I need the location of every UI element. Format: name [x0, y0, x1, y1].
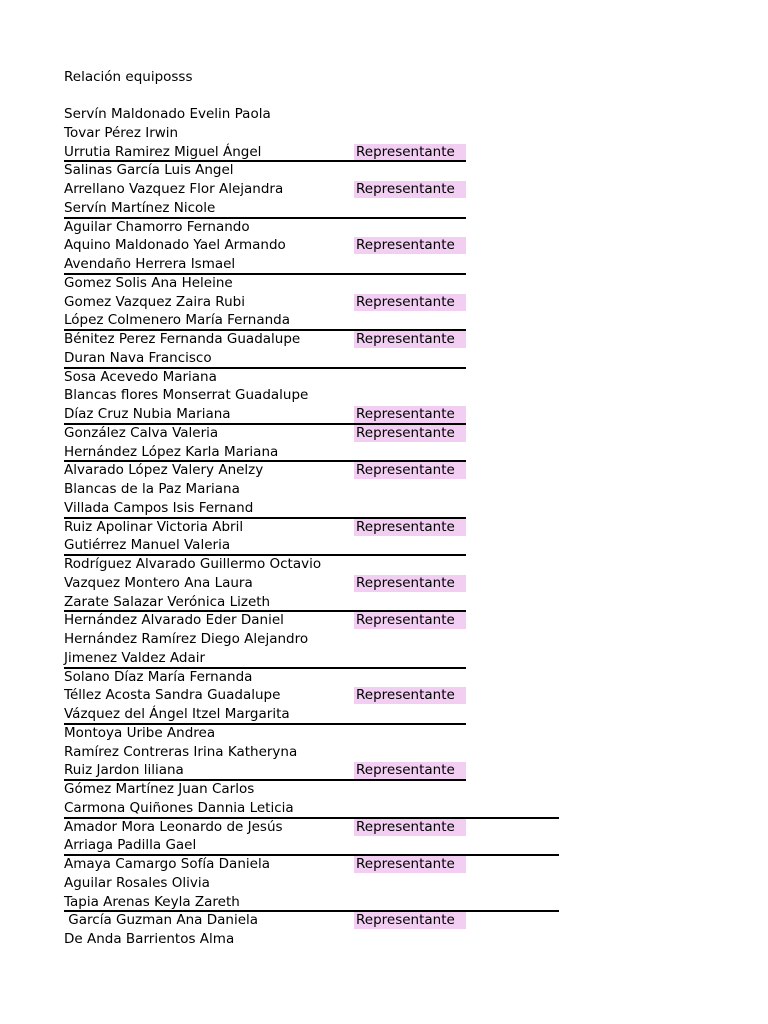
student-name: Arriaga Padilla Gael — [64, 837, 197, 854]
student-name: Urrutia Ramirez Miguel Ángel — [64, 143, 262, 160]
list-item — [64, 536, 564, 555]
student-name: Villada Campos Isis Fernand — [64, 499, 254, 516]
representative-badge: Representante — [354, 575, 466, 592]
representative-badge: Representante — [354, 331, 466, 348]
student-name: Carmona Quiñones Dannia Leticia — [64, 799, 294, 816]
student-name: Aguilar Rosales Olivia — [64, 874, 210, 891]
list-item — [64, 461, 564, 480]
student-name: Amaya Camargo Sofía Daniela — [64, 856, 270, 872]
student-name: Téllez Acosta Sandra Guadalupe — [64, 687, 281, 704]
representative-badge: Representante — [354, 144, 466, 161]
student-name: Hernández López Karla Mariana — [64, 443, 279, 460]
list-item — [64, 255, 564, 274]
team-list — [64, 105, 564, 949]
student-name: Servín Maldonado Evelin Paola — [64, 106, 271, 122]
list-item — [64, 405, 564, 424]
student-name: López Colmenero María Fernanda — [64, 312, 291, 329]
representative-badge: Representante — [354, 406, 466, 423]
list-item — [64, 761, 564, 780]
list-item — [64, 499, 564, 518]
student-name: Gómez Martínez Juan Carlos — [64, 781, 255, 797]
list-item — [64, 649, 564, 668]
student-name: Servín Martínez Nicole — [64, 199, 216, 216]
student-name: Sosa Acevedo Mariana — [64, 368, 217, 385]
list-item — [64, 911, 564, 930]
list-item — [64, 893, 564, 912]
student-name: Tovar Pérez Irwin — [64, 124, 179, 141]
list-item — [64, 105, 564, 124]
student-name: Solano Díaz María Fernanda — [64, 668, 253, 685]
list-item — [64, 480, 564, 499]
student-name: Ruiz Jardon liliana — [64, 762, 184, 779]
student-name: Montoya Uribe Andrea — [64, 724, 216, 741]
list-item — [64, 836, 564, 855]
representative-badge: Representante — [354, 912, 466, 929]
list-item — [64, 349, 564, 368]
representative-badge: Representante — [354, 462, 466, 479]
student-name: Ramírez Contreras Irina Katheryna — [64, 743, 298, 760]
list-item — [64, 180, 564, 199]
list-item — [64, 443, 564, 462]
student-name: Jimenez Valdez Adair — [64, 649, 206, 666]
list-item — [64, 330, 564, 349]
list-item — [64, 705, 564, 724]
list-item — [64, 199, 564, 218]
student-name: Aquino Maldonado Yael Armando — [64, 237, 286, 254]
list-item — [64, 611, 564, 630]
list-item — [64, 743, 564, 762]
student-name: Hernández Ramírez Diego Alejandro — [64, 631, 309, 647]
student-name: Tapia Arenas Keyla Zareth — [64, 893, 240, 910]
list-item — [64, 368, 564, 387]
list-item — [64, 780, 564, 799]
student-name: Vazquez Montero Ana Laura — [64, 574, 253, 591]
list-item — [64, 724, 564, 743]
list-item — [64, 818, 564, 837]
student-name: Salinas García Luis Angel — [64, 162, 234, 179]
document-title: Relación equiposss — [64, 69, 193, 85]
representative-badge: Representante — [354, 612, 466, 629]
list-item — [64, 124, 564, 143]
list-item — [64, 311, 564, 330]
student-name: Avendaño Herrera Ismael — [64, 256, 236, 272]
student-name: Bénitez Perez Fernanda Guadalupe — [64, 331, 301, 347]
student-name: Rodríguez Alvarado Guillermo Octavio — [64, 556, 322, 572]
list-item — [64, 930, 564, 949]
student-name: De Anda Barrientos Alma — [64, 931, 235, 947]
list-item — [64, 799, 564, 818]
student-name: Blancas flores Monserrat Guadalupe — [64, 387, 309, 404]
representative-badge: Representante — [354, 819, 466, 836]
list-item — [64, 143, 564, 162]
student-name: Ruiz Apolinar Victoria Abril — [64, 518, 244, 535]
student-name: Gutiérrez Manuel Valeria — [64, 537, 231, 554]
list-item — [64, 386, 564, 405]
representative-badge: Representante — [354, 762, 466, 779]
student-name: Gomez Vazquez Zaira Rubi — [64, 293, 245, 310]
list-item — [64, 424, 564, 443]
student-name: Hernández Alvarado Eder Daniel — [64, 612, 284, 629]
list-item — [64, 574, 564, 593]
student-name: Aguilar Chamorro Fernando — [64, 218, 250, 235]
student-name: Vázquez del Ángel Itzel Margarita — [64, 706, 290, 722]
list-item — [64, 668, 564, 687]
student-name: Alvarado López Valery Anelzy — [64, 462, 264, 479]
student-name: Gomez Solis Ana Heleine — [64, 274, 233, 291]
representative-badge: Representante — [354, 425, 466, 442]
representative-badge: Representante — [354, 856, 466, 873]
list-item — [64, 293, 564, 312]
student-name: Díaz Cruz Nubia Mariana — [64, 406, 231, 422]
list-item — [64, 686, 564, 705]
list-item — [64, 630, 564, 649]
list-item — [64, 161, 564, 180]
representative-badge: Representante — [354, 519, 466, 536]
student-name: Amador Mora Leonardo de Jesús — [64, 818, 283, 835]
representative-badge: Representante — [354, 181, 466, 198]
list-item — [64, 874, 564, 893]
list-item — [64, 855, 564, 874]
student-name: Blancas de la Paz Mariana — [64, 481, 240, 497]
student-name: García Guzman Ana Daniela — [64, 912, 259, 929]
list-item — [64, 218, 564, 237]
student-name: Zarate Salazar Verónica Lizeth — [64, 593, 271, 610]
representative-badge: Representante — [354, 237, 466, 254]
list-item — [64, 555, 564, 574]
student-name: Arrellano Vazquez Flor Alejandra — [64, 181, 284, 197]
representative-badge: Representante — [354, 294, 466, 311]
student-name: González Calva Valeria — [64, 424, 219, 441]
list-item — [64, 236, 564, 255]
list-item — [64, 593, 564, 612]
list-item — [64, 274, 564, 293]
list-item — [64, 518, 564, 537]
student-name: Duran Nava Francisco — [64, 349, 212, 366]
representative-badge: Representante — [354, 687, 466, 704]
